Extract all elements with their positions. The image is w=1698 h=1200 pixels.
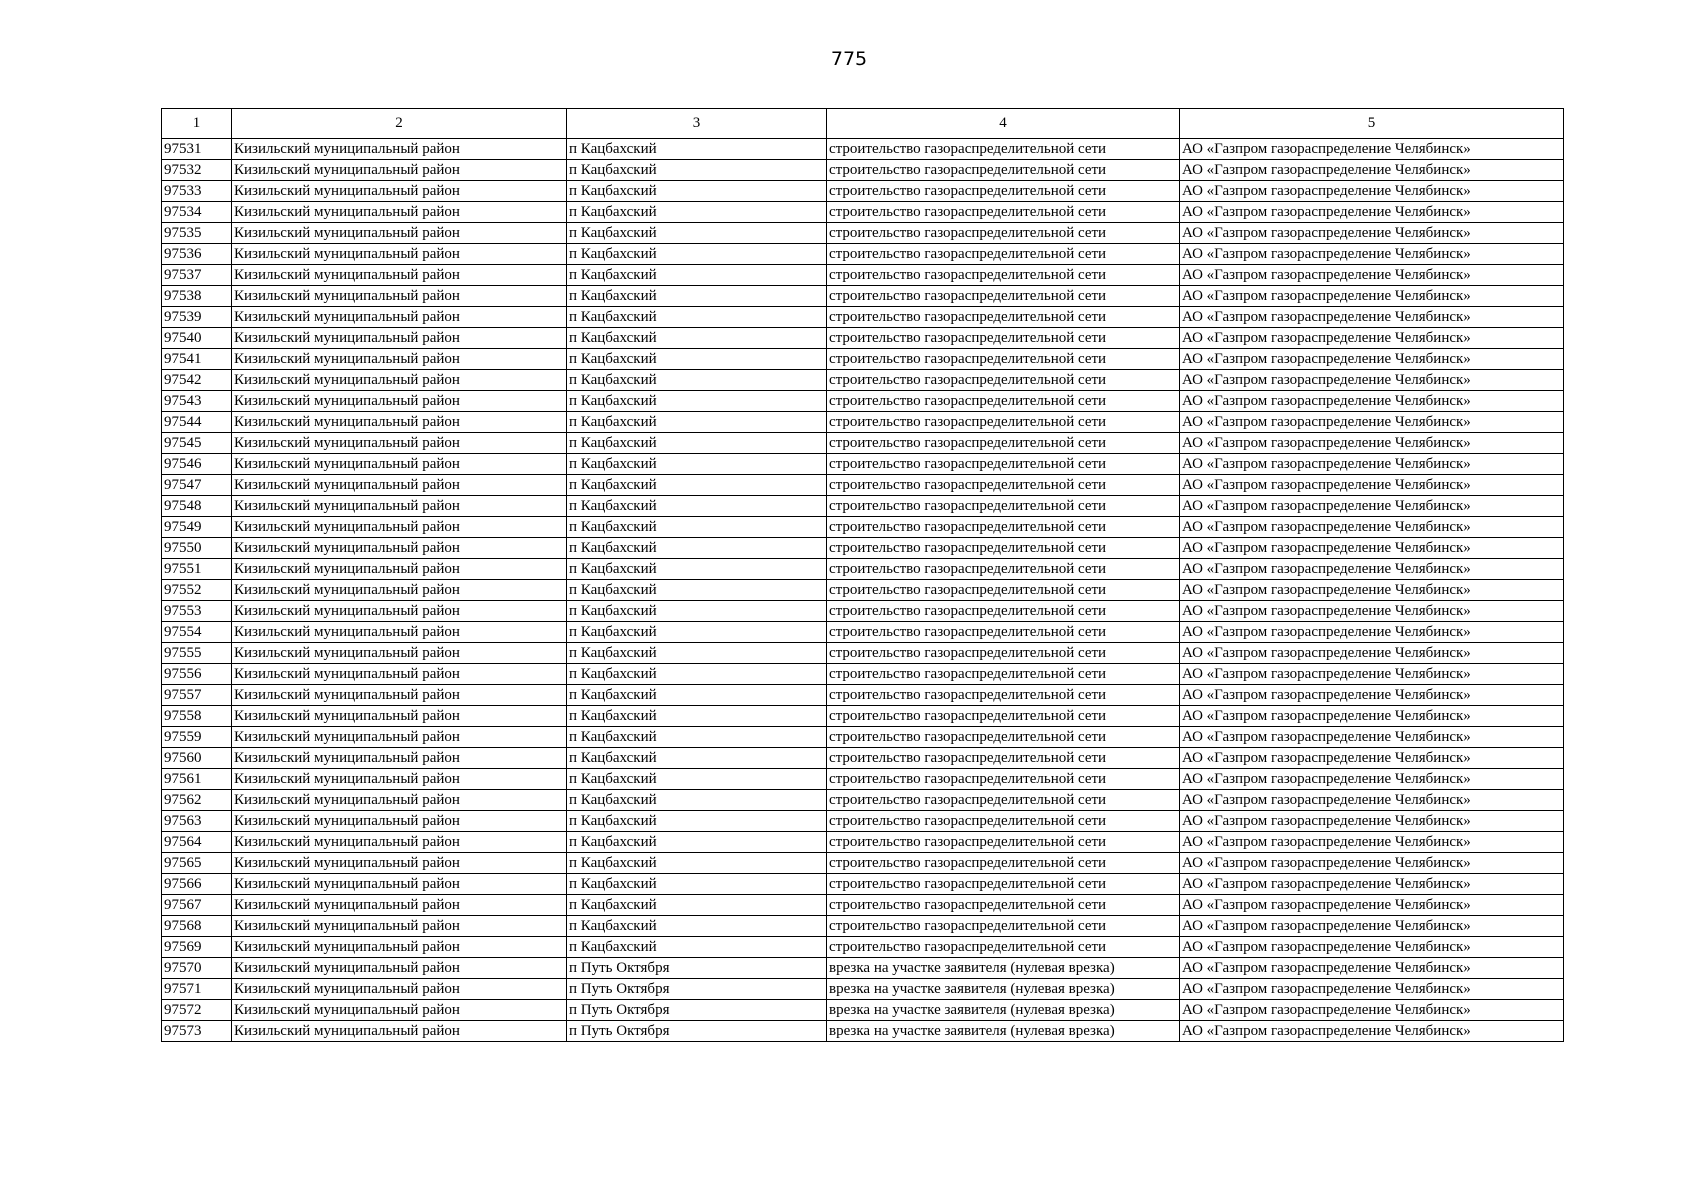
settlement-cell: п Кацбахский (567, 622, 827, 643)
header-cell-2: 2 (232, 109, 567, 139)
work-type-cell: строительство газораспределительной сети (827, 328, 1180, 349)
table-row (162, 223, 1564, 244)
row-number-cell: 97534 (162, 202, 232, 223)
table-row (162, 1021, 1564, 1042)
district-cell: Кизильский муниципальный район (232, 958, 567, 979)
work-type-cell: строительство газораспределительной сети (827, 685, 1180, 706)
table-row (162, 580, 1564, 601)
header-cell-3: 3 (567, 109, 827, 139)
district-cell: Кизильский муниципальный район (232, 475, 567, 496)
organization-cell: АО «Газпром газораспределение Челябинск» (1180, 496, 1564, 517)
row-number-cell: 97545 (162, 433, 232, 454)
row-number-cell: 97539 (162, 307, 232, 328)
district-cell: Кизильский муниципальный район (232, 286, 567, 307)
row-number-cell: 97550 (162, 538, 232, 559)
work-type-cell: строительство газораспределительной сети (827, 769, 1180, 790)
row-number-cell: 97538 (162, 286, 232, 307)
organization-cell: АО «Газпром газораспределение Челябинск» (1180, 475, 1564, 496)
table-row (162, 811, 1564, 832)
work-type-cell: строительство газораспределительной сети (827, 475, 1180, 496)
header-cell-1: 1 (162, 109, 232, 139)
district-cell: Кизильский муниципальный район (232, 853, 567, 874)
district-cell: Кизильский муниципальный район (232, 433, 567, 454)
settlement-cell: п Кацбахский (567, 601, 827, 622)
work-type-cell: строительство газораспределительной сети (827, 601, 1180, 622)
organization-cell: АО «Газпром газораспределение Челябинск» (1180, 958, 1564, 979)
row-number-cell: 97537 (162, 265, 232, 286)
settlement-cell: п Кацбахский (567, 307, 827, 328)
settlement-cell: п Кацбахский (567, 769, 827, 790)
work-type-cell: строительство газораспределительной сети (827, 286, 1180, 307)
header-cell-4: 4 (827, 109, 1180, 139)
organization-cell: АО «Газпром газораспределение Челябинск» (1180, 1021, 1564, 1042)
organization-cell: АО «Газпром газораспределение Челябинск» (1180, 328, 1564, 349)
work-type-cell: строительство газораспределительной сети (827, 496, 1180, 517)
row-number-cell: 97562 (162, 790, 232, 811)
district-cell: Кизильский муниципальный район (232, 265, 567, 286)
table-row (162, 139, 1564, 160)
table-row (162, 538, 1564, 559)
row-number-cell: 97569 (162, 937, 232, 958)
row-number-cell: 97570 (162, 958, 232, 979)
table-row (162, 916, 1564, 937)
district-cell: Кизильский муниципальный район (232, 706, 567, 727)
district-cell: Кизильский муниципальный район (232, 496, 567, 517)
organization-cell: АО «Газпром газораспределение Челябинск» (1180, 727, 1564, 748)
table-row (162, 559, 1564, 580)
row-number-cell: 97548 (162, 496, 232, 517)
district-cell: Кизильский муниципальный район (232, 349, 567, 370)
table-row (162, 496, 1564, 517)
table-row (162, 748, 1564, 769)
row-number-cell: 97557 (162, 685, 232, 706)
organization-cell: АО «Газпром газораспределение Челябинск» (1180, 265, 1564, 286)
district-cell: Кизильский муниципальный район (232, 160, 567, 181)
organization-cell: АО «Газпром газораспределение Челябинск» (1180, 307, 1564, 328)
header-cell-5: 5 (1180, 109, 1564, 139)
work-type-cell: строительство газораспределительной сети (827, 580, 1180, 601)
settlement-cell: п Путь Октября (567, 1021, 827, 1042)
table-row (162, 265, 1564, 286)
work-type-cell: строительство газораспределительной сети (827, 748, 1180, 769)
row-number-cell: 97560 (162, 748, 232, 769)
settlement-cell: п Кацбахский (567, 181, 827, 202)
work-type-cell: строительство газораспределительной сети (827, 790, 1180, 811)
settlement-cell: п Кацбахский (567, 475, 827, 496)
district-cell: Кизильский муниципальный район (232, 916, 567, 937)
district-cell: Кизильский муниципальный район (232, 727, 567, 748)
district-cell: Кизильский муниципальный район (232, 559, 567, 580)
row-number-cell: 97563 (162, 811, 232, 832)
table-row (162, 391, 1564, 412)
row-number-cell: 97536 (162, 244, 232, 265)
row-number-cell: 97561 (162, 769, 232, 790)
work-type-cell: строительство газораспределительной сети (827, 370, 1180, 391)
organization-cell: АО «Газпром газораспределение Челябинск» (1180, 412, 1564, 433)
table-row (162, 601, 1564, 622)
settlement-cell: п Кацбахский (567, 433, 827, 454)
row-number-cell: 97558 (162, 706, 232, 727)
organization-cell: АО «Газпром газораспределение Челябинск» (1180, 748, 1564, 769)
organization-cell: АО «Газпром газораспределение Челябинск» (1180, 139, 1564, 160)
table-row (162, 328, 1564, 349)
row-number-cell: 97555 (162, 643, 232, 664)
table-row (162, 685, 1564, 706)
organization-cell: АО «Газпром газораспределение Челябинск» (1180, 790, 1564, 811)
work-type-cell: строительство газораспределительной сети (827, 622, 1180, 643)
page-number: 775 (830, 48, 868, 70)
work-type-cell: врезка на участке заявителя (нулевая врезка) (827, 1021, 1180, 1042)
district-cell: Кизильский муниципальный район (232, 685, 567, 706)
organization-cell: АО «Газпром газораспределение Челябинск» (1180, 622, 1564, 643)
row-number-cell: 97533 (162, 181, 232, 202)
work-type-cell: строительство газораспределительной сети (827, 832, 1180, 853)
table-row (162, 790, 1564, 811)
work-type-cell: строительство газораспределительной сети (827, 160, 1180, 181)
organization-cell: АО «Газпром газораспределение Челябинск» (1180, 706, 1564, 727)
district-cell: Кизильский муниципальный район (232, 244, 567, 265)
work-type-cell: строительство газораспределительной сети (827, 706, 1180, 727)
settlement-cell: п Кацбахский (567, 286, 827, 307)
row-number-cell: 97543 (162, 391, 232, 412)
district-cell: Кизильский муниципальный район (232, 580, 567, 601)
settlement-cell: п Кацбахский (567, 895, 827, 916)
organization-cell: АО «Газпром газораспределение Челябинск» (1180, 769, 1564, 790)
table-row (162, 307, 1564, 328)
work-type-cell: строительство газораспределительной сети (827, 937, 1180, 958)
district-cell: Кизильский муниципальный район (232, 643, 567, 664)
organization-cell: АО «Газпром газораспределение Челябинск» (1180, 1000, 1564, 1021)
work-type-cell: строительство газораспределительной сети (827, 454, 1180, 475)
settlement-cell: п Путь Октября (567, 979, 827, 1000)
work-type-cell: врезка на участке заявителя (нулевая врезка) (827, 958, 1180, 979)
settlement-cell: п Кацбахский (567, 853, 827, 874)
organization-cell: АО «Газпром газораспределение Челябинск» (1180, 580, 1564, 601)
work-type-cell: строительство газораспределительной сети (827, 559, 1180, 580)
settlement-cell: п Кацбахский (567, 811, 827, 832)
settlement-cell: п Кацбахский (567, 790, 827, 811)
district-cell: Кизильский муниципальный район (232, 139, 567, 160)
settlement-cell: п Кацбахский (567, 244, 827, 265)
row-number-cell: 97542 (162, 370, 232, 391)
work-type-cell: строительство газораспределительной сети (827, 727, 1180, 748)
row-number-cell: 97565 (162, 853, 232, 874)
row-number-cell: 97554 (162, 622, 232, 643)
work-type-cell: строительство газораспределительной сети (827, 433, 1180, 454)
work-type-cell: строительство газораспределительной сети (827, 895, 1180, 916)
row-number-cell: 97559 (162, 727, 232, 748)
organization-cell: АО «Газпром газораспределение Челябинск» (1180, 685, 1564, 706)
organization-cell: АО «Газпром газораспределение Челябинск» (1180, 349, 1564, 370)
organization-cell: АО «Газпром газораспределение Челябинск» (1180, 643, 1564, 664)
work-type-cell: строительство газораспределительной сети (827, 517, 1180, 538)
settlement-cell: п Кацбахский (567, 538, 827, 559)
table-row (162, 349, 1564, 370)
table-row (162, 370, 1564, 391)
district-cell: Кизильский муниципальный район (232, 622, 567, 643)
settlement-cell: п Кацбахский (567, 874, 827, 895)
district-cell: Кизильский муниципальный район (232, 748, 567, 769)
row-number-cell: 97566 (162, 874, 232, 895)
row-number-cell: 97531 (162, 139, 232, 160)
organization-cell: АО «Газпром газораспределение Челябинск» (1180, 664, 1564, 685)
row-number-cell: 97532 (162, 160, 232, 181)
organization-cell: АО «Газпром газораспределение Челябинск» (1180, 517, 1564, 538)
work-type-cell: строительство газораспределительной сети (827, 853, 1180, 874)
organization-cell: АО «Газпром газораспределение Челябинск» (1180, 895, 1564, 916)
row-number-cell: 97546 (162, 454, 232, 475)
table-row (162, 853, 1564, 874)
row-number-cell: 97553 (162, 601, 232, 622)
organization-cell: АО «Газпром газораспределение Челябинск» (1180, 286, 1564, 307)
table-row (162, 769, 1564, 790)
work-type-cell: строительство газораспределительной сети (827, 244, 1180, 265)
work-type-cell: строительство газораспределительной сети (827, 391, 1180, 412)
district-cell: Кизильский муниципальный район (232, 790, 567, 811)
work-type-cell: строительство газораспределительной сети (827, 643, 1180, 664)
row-number-cell: 97564 (162, 832, 232, 853)
row-number-cell: 97573 (162, 1021, 232, 1042)
settlement-cell: п Кацбахский (567, 580, 827, 601)
district-cell: Кизильский муниципальный район (232, 370, 567, 391)
settlement-cell: п Кацбахский (567, 517, 827, 538)
settlement-cell: п Кацбахский (567, 160, 827, 181)
row-number-cell: 97568 (162, 916, 232, 937)
settlement-cell: п Кацбахский (567, 454, 827, 475)
settlement-cell: п Кацбахский (567, 727, 827, 748)
table-row (162, 979, 1564, 1000)
settlement-cell: п Кацбахский (567, 202, 827, 223)
work-type-cell: строительство газораспределительной сети (827, 265, 1180, 286)
organization-cell: АО «Газпром газораспределение Челябинск» (1180, 559, 1564, 580)
organization-cell: АО «Газпром газораспределение Челябинск» (1180, 223, 1564, 244)
header-row (162, 109, 1564, 139)
district-cell: Кизильский муниципальный район (232, 895, 567, 916)
organization-cell: АО «Газпром газораспределение Челябинск» (1180, 181, 1564, 202)
table-row (162, 937, 1564, 958)
organization-cell: АО «Газпром газораспределение Челябинск» (1180, 454, 1564, 475)
settlement-cell: п Кацбахский (567, 748, 827, 769)
organization-cell: АО «Газпром газораспределение Челябинск» (1180, 811, 1564, 832)
register-table (161, 108, 1564, 1042)
row-number-cell: 97567 (162, 895, 232, 916)
settlement-cell: п Кацбахский (567, 937, 827, 958)
settlement-cell: п Путь Октября (567, 1000, 827, 1021)
district-cell: Кизильский муниципальный район (232, 979, 567, 1000)
organization-cell: АО «Газпром газораспределение Челябинск» (1180, 916, 1564, 937)
organization-cell: АО «Газпром газораспределение Челябинск» (1180, 433, 1564, 454)
row-number-cell: 97541 (162, 349, 232, 370)
table-row (162, 664, 1564, 685)
district-cell: Кизильский муниципальный район (232, 811, 567, 832)
district-cell: Кизильский муниципальный район (232, 769, 567, 790)
settlement-cell: п Кацбахский (567, 643, 827, 664)
settlement-cell: п Кацбахский (567, 349, 827, 370)
table-header (162, 109, 1564, 139)
work-type-cell: строительство газораспределительной сети (827, 139, 1180, 160)
organization-cell: АО «Газпром газораспределение Челябинск» (1180, 391, 1564, 412)
settlement-cell: п Кацбахский (567, 496, 827, 517)
district-cell: Кизильский муниципальный район (232, 664, 567, 685)
table-row (162, 160, 1564, 181)
work-type-cell: строительство газораспределительной сети (827, 181, 1180, 202)
district-cell: Кизильский муниципальный район (232, 1021, 567, 1042)
settlement-cell: п Кацбахский (567, 265, 827, 286)
district-cell: Кизильский муниципальный район (232, 1000, 567, 1021)
settlement-cell: п Кацбахский (567, 412, 827, 433)
district-cell: Кизильский муниципальный район (232, 538, 567, 559)
settlement-cell: п Кацбахский (567, 370, 827, 391)
settlement-cell: п Кацбахский (567, 328, 827, 349)
row-number-cell: 97540 (162, 328, 232, 349)
work-type-cell: строительство газораспределительной сети (827, 811, 1180, 832)
table-row (162, 454, 1564, 475)
table-row (162, 433, 1564, 454)
organization-cell: АО «Газпром газораспределение Челябинск» (1180, 160, 1564, 181)
table-row (162, 643, 1564, 664)
organization-cell: АО «Газпром газораспределение Челябинск» (1180, 244, 1564, 265)
table-row (162, 832, 1564, 853)
organization-cell: АО «Газпром газораспределение Челябинск» (1180, 874, 1564, 895)
district-cell: Кизильский муниципальный район (232, 202, 567, 223)
row-number-cell: 97572 (162, 1000, 232, 1021)
table-row (162, 412, 1564, 433)
work-type-cell: строительство газораспределительной сети (827, 874, 1180, 895)
work-type-cell: строительство газораспределительной сети (827, 349, 1180, 370)
work-type-cell: строительство газораспределительной сети (827, 412, 1180, 433)
row-number-cell: 97549 (162, 517, 232, 538)
organization-cell: АО «Газпром газораспределение Челябинск» (1180, 937, 1564, 958)
table-row (162, 622, 1564, 643)
row-number-cell: 97556 (162, 664, 232, 685)
work-type-cell: врезка на участке заявителя (нулевая врезка) (827, 1000, 1180, 1021)
table-row (162, 706, 1564, 727)
row-number-cell: 97547 (162, 475, 232, 496)
district-cell: Кизильский муниципальный район (232, 454, 567, 475)
settlement-cell: п Кацбахский (567, 916, 827, 937)
settlement-cell: п Кацбахский (567, 685, 827, 706)
district-cell: Кизильский муниципальный район (232, 832, 567, 853)
settlement-cell: п Путь Октября (567, 958, 827, 979)
row-number-cell: 97551 (162, 559, 232, 580)
settlement-cell: п Кацбахский (567, 223, 827, 244)
table-row (162, 727, 1564, 748)
organization-cell: АО «Газпром газораспределение Челябинск» (1180, 202, 1564, 223)
district-cell: Кизильский муниципальный район (232, 937, 567, 958)
table-row (162, 202, 1564, 223)
district-cell: Кизильский муниципальный район (232, 391, 567, 412)
settlement-cell: п Кацбахский (567, 391, 827, 412)
table-row (162, 958, 1564, 979)
row-number-cell: 97571 (162, 979, 232, 1000)
table-row (162, 244, 1564, 265)
district-cell: Кизильский муниципальный район (232, 181, 567, 202)
work-type-cell: строительство газораспределительной сети (827, 538, 1180, 559)
table-row (162, 517, 1564, 538)
settlement-cell: п Кацбахский (567, 559, 827, 580)
district-cell: Кизильский муниципальный район (232, 601, 567, 622)
district-cell: Кизильский муниципальный район (232, 223, 567, 244)
row-number-cell: 97544 (162, 412, 232, 433)
work-type-cell: строительство газораспределительной сети (827, 307, 1180, 328)
settlement-cell: п Кацбахский (567, 706, 827, 727)
settlement-cell: п Кацбахский (567, 664, 827, 685)
table-row (162, 286, 1564, 307)
district-cell: Кизильский муниципальный район (232, 874, 567, 895)
organization-cell: АО «Газпром газораспределение Челябинск» (1180, 538, 1564, 559)
table-row (162, 874, 1564, 895)
work-type-cell: строительство газораспределительной сети (827, 223, 1180, 244)
organization-cell: АО «Газпром газораспределение Челябинск» (1180, 601, 1564, 622)
district-cell: Кизильский муниципальный район (232, 517, 567, 538)
settlement-cell: п Кацбахский (567, 139, 827, 160)
row-number-cell: 97552 (162, 580, 232, 601)
table-row (162, 895, 1564, 916)
settlement-cell: п Кацбахский (567, 832, 827, 853)
table-body (162, 139, 1564, 1042)
organization-cell: АО «Газпром газораспределение Челябинск» (1180, 979, 1564, 1000)
organization-cell: АО «Газпром газораспределение Челябинск» (1180, 832, 1564, 853)
district-cell: Кизильский муниципальный район (232, 328, 567, 349)
organization-cell: АО «Газпром газораспределение Челябинск» (1180, 370, 1564, 391)
work-type-cell: врезка на участке заявителя (нулевая врезка) (827, 979, 1180, 1000)
row-number-cell: 97535 (162, 223, 232, 244)
district-cell: Кизильский муниципальный район (232, 412, 567, 433)
work-type-cell: строительство газораспределительной сети (827, 202, 1180, 223)
district-cell: Кизильский муниципальный район (232, 307, 567, 328)
table-row (162, 475, 1564, 496)
work-type-cell: строительство газораспределительной сети (827, 664, 1180, 685)
work-type-cell: строительство газораспределительной сети (827, 916, 1180, 937)
organization-cell: АО «Газпром газораспределение Челябинск» (1180, 853, 1564, 874)
table-row (162, 1000, 1564, 1021)
table-row (162, 181, 1564, 202)
